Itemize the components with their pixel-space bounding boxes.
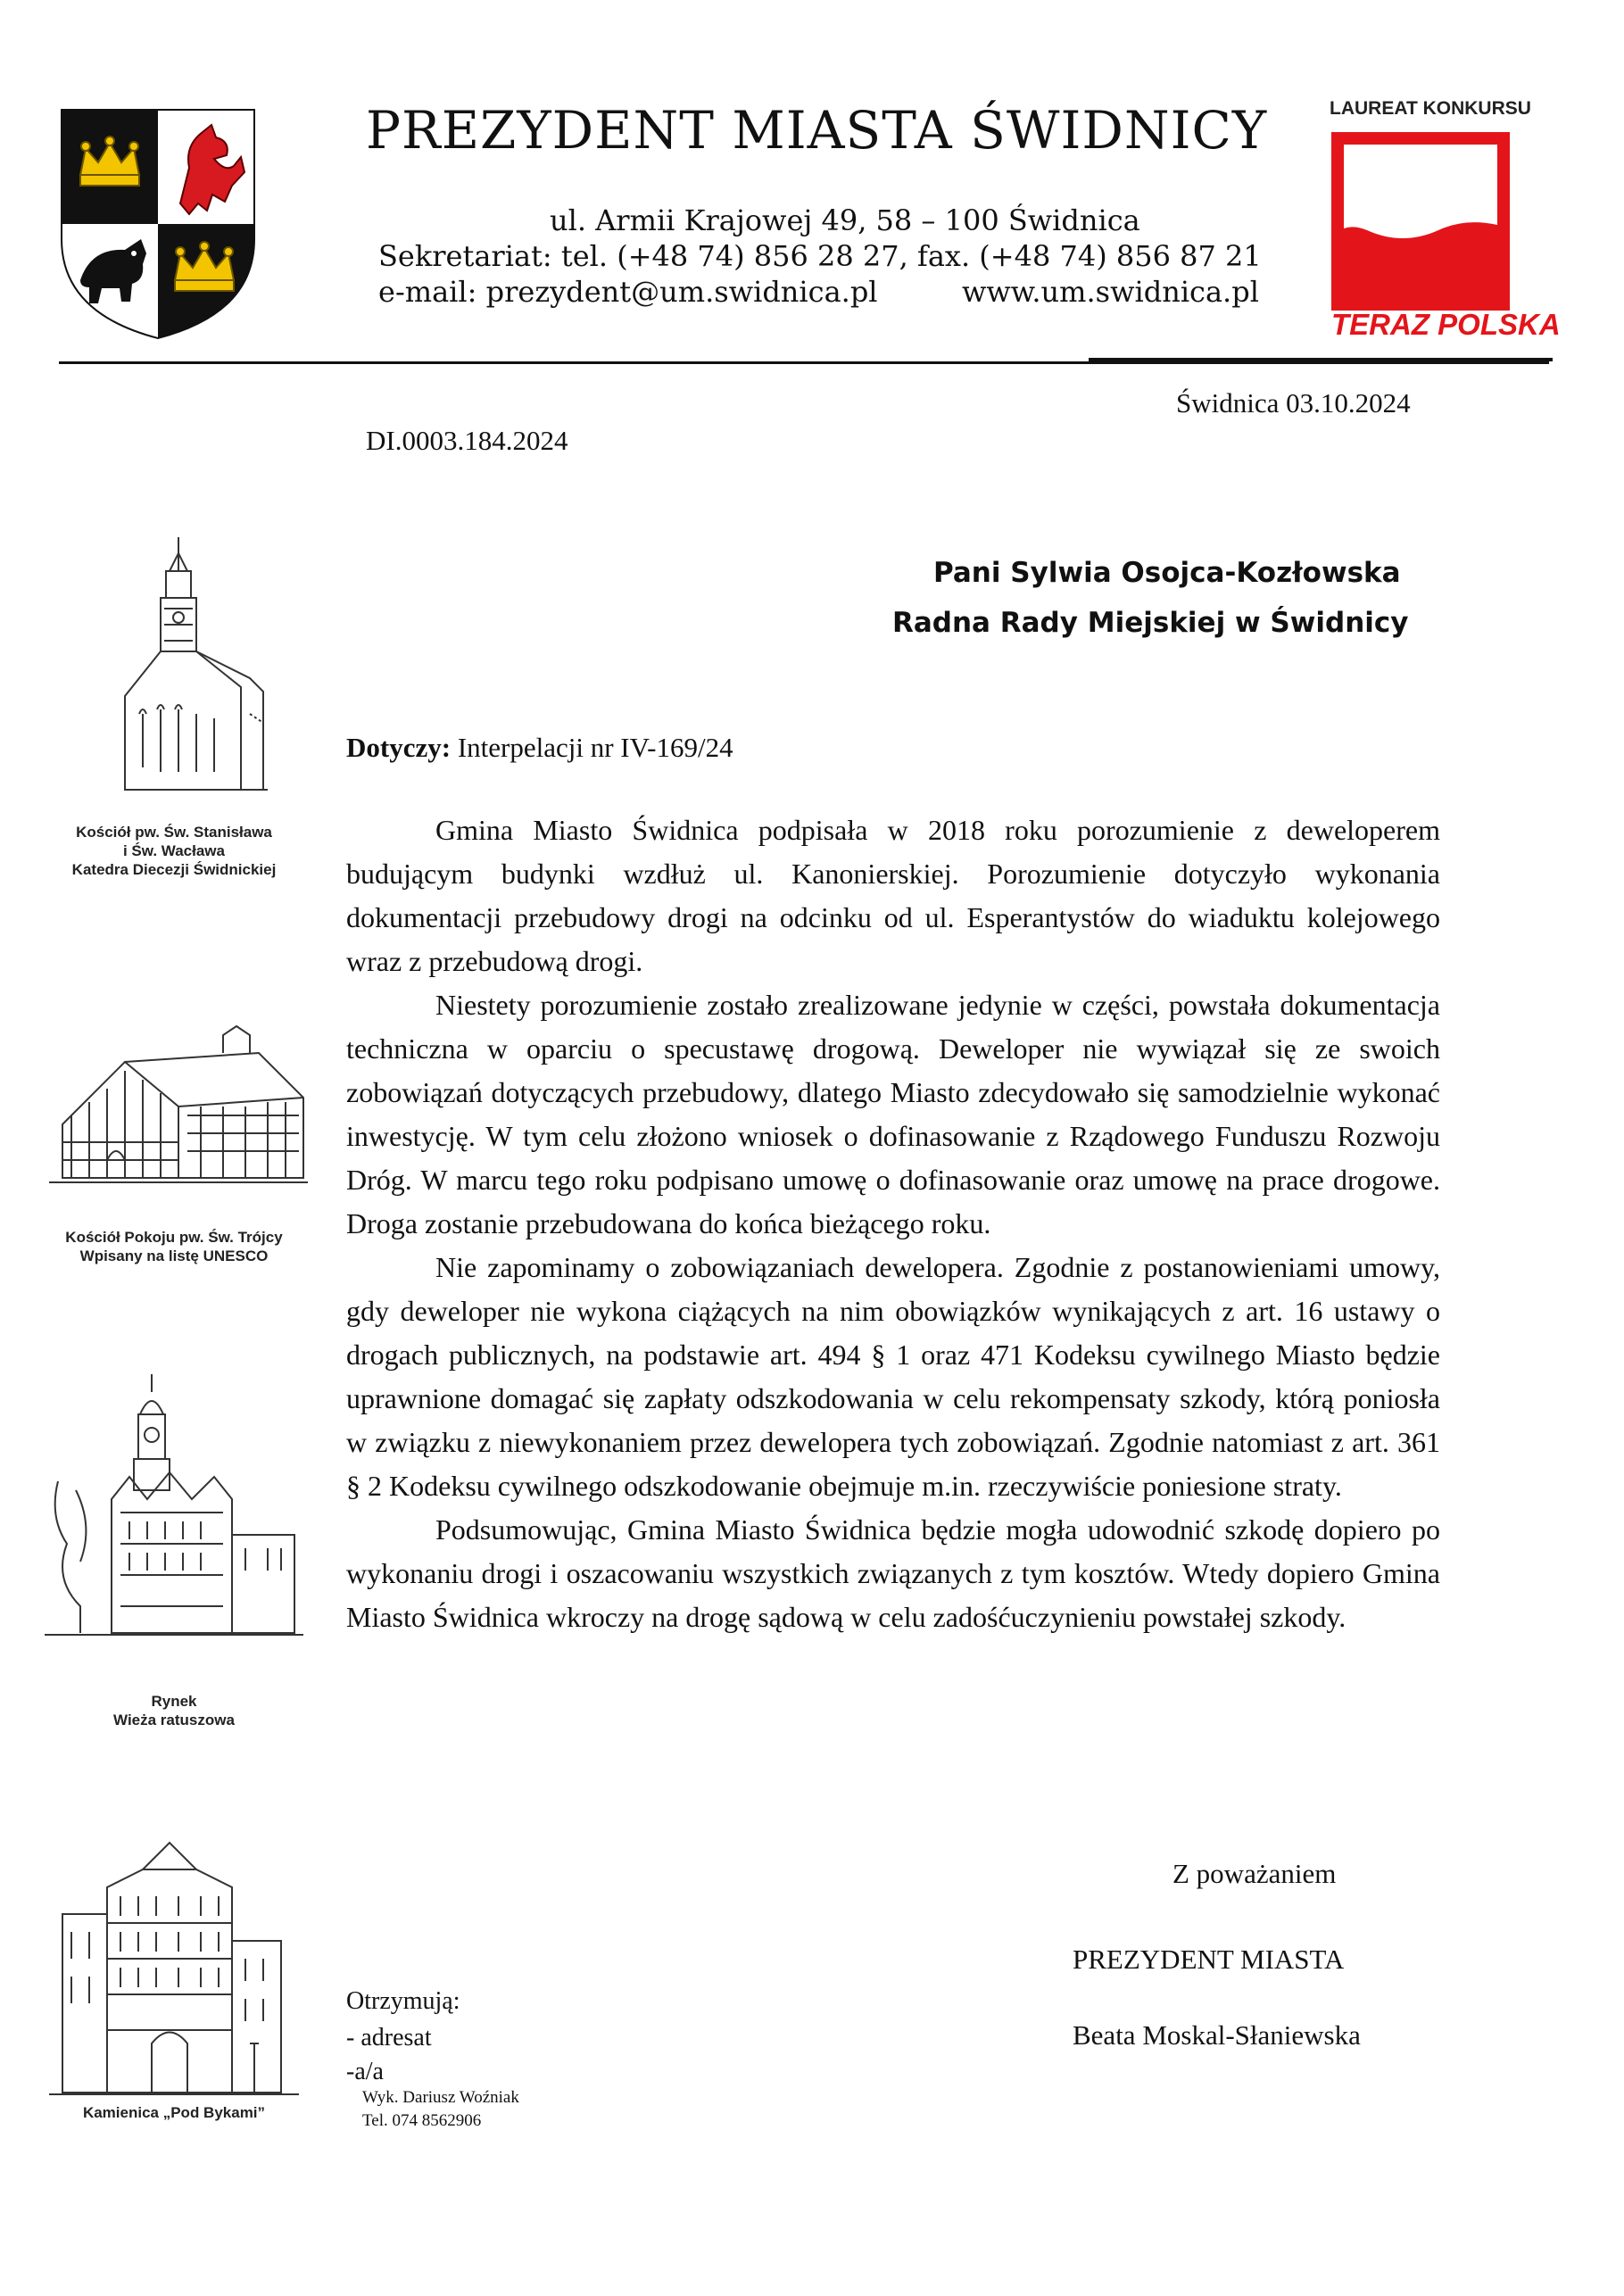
sidebar-caption: Rynek Wieża ratuszowa [113, 1693, 235, 1728]
sidebar-caption: Kościół pw. Św. Stanisława i Św. Wacława Katedra Diecezji Świdnickiej [71, 824, 277, 878]
subject-line [346, 732, 733, 764]
page-title: PREZYDENT MIASTA ŚWIDNICY [366, 100, 1268, 161]
body-paragraph: Nie zapominamy o zobowiązaniach dewelopera. Zgodnie z postanowieniami umowy, gdy deweloper nie wykona ciążących na nim obowiązków wynikających z art. 16 ustawy o drogach publicznych, na podstawie art. 494 § 1 oraz 471 Kodeksu cywilnego Miasto będzie uprawnione domagać się zapłaty odszkodowania w celu rekompensaty szkody, którą poniosła w związku z niewykonaniem przez dewelopera tych zobowiązań. Zgodnie natomiast z art. 361 § 2 Kodeksu cywilnego odszkodowanie obejmuje m.in. rzeczywiście poniesione straty. [346, 1251, 1440, 1502]
signer-title: PREZYDENT MIASTA [1073, 1944, 1345, 1975]
website-link[interactable]: www.um.swidnica.pl [962, 275, 1259, 309]
header-divider-accent [1089, 358, 1553, 361]
phone-numbers: Sekretariat: tel. (+48 74) 856 28 27, fax. (+48 74) 856 87 21 [378, 239, 1262, 273]
badge-brand: TERAZ POLSKA [1331, 308, 1561, 341]
recipient-name: Pani Sylwia Osojca-Kozłowska [933, 557, 1401, 589]
sidebar-caption: Kamienica „Pod Bykami” [82, 2104, 266, 2121]
prepared-by: Wyk. Dariusz Woźniak [362, 2088, 519, 2107]
town-hall-tower-sketch-icon [40, 1374, 308, 1642]
email-address: e-mail: prezydent@um.swidnica.pl [378, 275, 878, 309]
header-divider [59, 361, 1549, 364]
reference-number: DI.0003.184.2024 [366, 425, 568, 456]
peace-church-sketch-icon [45, 1017, 312, 1196]
prepared-by-phone: Tel. 074 8562906 [362, 2111, 482, 2130]
salutation: Z poważaniem [1172, 1858, 1337, 1889]
sidebar-caption: Kościół Pokoju pw. Św. Trójcy Wpisany na listę UNESCO [65, 1229, 283, 1264]
letter-body [346, 808, 1440, 1639]
cathedral-sketch-icon [107, 535, 277, 803]
coat-of-arms-icon [55, 105, 261, 342]
recipients-item: - adresat [346, 2024, 432, 2051]
subject-label: Dotyczy: [346, 732, 452, 763]
tenement-sketch-icon [45, 1834, 303, 2101]
badge-caption: LAUREAT KONKURSU [1330, 98, 1531, 119]
signer-name: Beata Moskal-Słaniewska [1073, 2019, 1361, 2051]
document-date: Świdnica 03.10.2024 [1176, 387, 1411, 419]
subject-text: Interpelacji nr IV-169/24 [451, 732, 733, 763]
recipients-label: Otrzymują: [346, 1987, 460, 2015]
recipient-position: Radna Rady Miejskiej w Świdnicy [892, 607, 1409, 639]
body-paragraph: Niestety porozumienie zostało zrealizowane jedynie w części, powstała dokumentacja techniczna w oparciu o specustawę drogową. Deweloper nie wywiązał się ze swoich zobowiązań dotyczących przebudowy, dlatego Miasto zdecydowało się samodzielnie wykonać inwestycję. W tym celu złożono wniosek o dofinasowanie z Rządowego Funduszu Rozwoju Dróg. W marcu tego roku podpisano umowę o dofinasowanie oraz umowę na prace drogowe. Droga zostanie przebudowana do końca bieżącego roku. [346, 989, 1440, 1239]
body-paragraph: Gmina Miasto Świdnica podpisała w 2018 roku porozumienie z deweloperem budującym budynki wzdłuż ul. Kanonierskiej. Porozumienie dotyczyło wykonania dokumentacji przebudowy drogi na odcinku od ul. Esperantystów do wiaduktu kolejowego wraz z przebudową drogi. [346, 814, 1440, 977]
recipients-item: -a/a [346, 2058, 384, 2085]
body-paragraph: Podsumowując, Gmina Miasto Świdnica będzie mogła udowodnić szkodę dopiero po wykonaniu drogi i oszacowaniu wszystkich związanych z tym kosztów. Wtedy dopiero Gmina Miasto Świdnica wkroczy na drogę sądową w celu zadośćuczynieniu powstałej szkody. [346, 1513, 1440, 1633]
address: ul. Armii Krajowej 49, 58 – 100 Świdnica [550, 203, 1140, 237]
